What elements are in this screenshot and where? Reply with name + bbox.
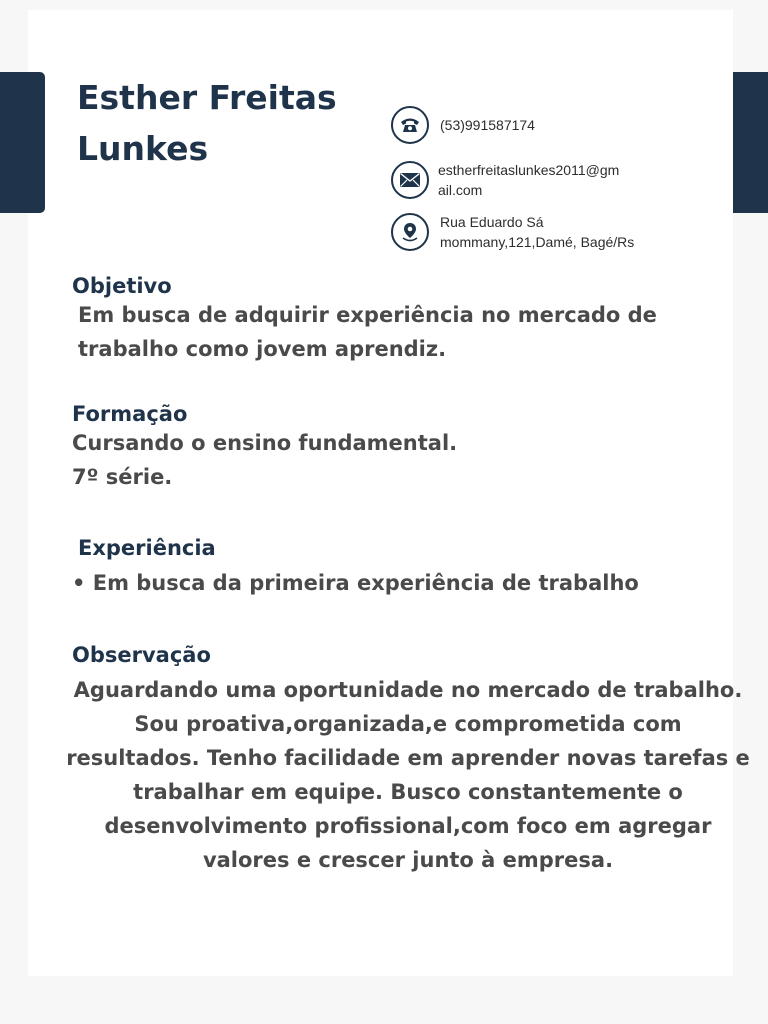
experience-text [72, 566, 639, 600]
experience-line-1: • Em busca da primeira experiência de trabalho [72, 571, 639, 595]
name-line-1: Esther Freitas [77, 78, 337, 117]
education-text [72, 426, 457, 494]
contact-email [391, 160, 619, 200]
objective-line-1: Em busca de adquirir experiência no mercado de [78, 303, 657, 327]
objective-text [78, 298, 657, 366]
education-line-2: 7º série. [72, 465, 173, 489]
objective-heading: Objetivo [72, 274, 172, 298]
observation-line-5: desenvolvimento profissional,com foco em agregar [104, 814, 712, 838]
observation-line-1: Aguardando uma oportunidade no mercado de trabalho. [73, 678, 743, 702]
envelope-icon [391, 161, 429, 199]
contact-address [391, 212, 634, 252]
observation-line-3: resultados. Tenho facilidade em aprender novas tarefas e [66, 746, 750, 770]
home-address [440, 212, 634, 252]
name-line-2: Lunkes [77, 129, 209, 168]
observation-heading: Observação [72, 643, 211, 667]
observation-line-6: valores e crescer junto à empresa. [202, 848, 614, 872]
education-line-1: Cursando o ensino fundamental. [72, 431, 458, 455]
observation-line-4: trabalhar em equipe. Busco constantemente o [133, 780, 683, 804]
address-line-2: mommany,121,Damé, Bagé/Rs [440, 234, 635, 250]
observation-text [48, 673, 768, 877]
education-heading: Formação [72, 402, 188, 426]
experience-heading: Experiência [78, 536, 216, 560]
email-line-2: ail.com [438, 182, 483, 198]
location-pin-icon [391, 213, 429, 251]
phone-number: (53)991587174 [440, 117, 535, 133]
observation-line-2: Sou proativa,organizada,e comprometida com [134, 712, 682, 736]
right-accent-bar [733, 72, 768, 213]
resume-name [77, 72, 377, 174]
left-accent-bar [0, 72, 45, 213]
email-line-1: estherfreitaslunkes2011@gm [438, 162, 620, 178]
phone-icon [391, 106, 429, 144]
objective-line-2: trabalho como jovem aprendiz. [78, 337, 447, 361]
address-line-1: Rua Eduardo Sá [440, 214, 544, 230]
email-address [438, 160, 619, 200]
contact-phone [391, 106, 535, 144]
